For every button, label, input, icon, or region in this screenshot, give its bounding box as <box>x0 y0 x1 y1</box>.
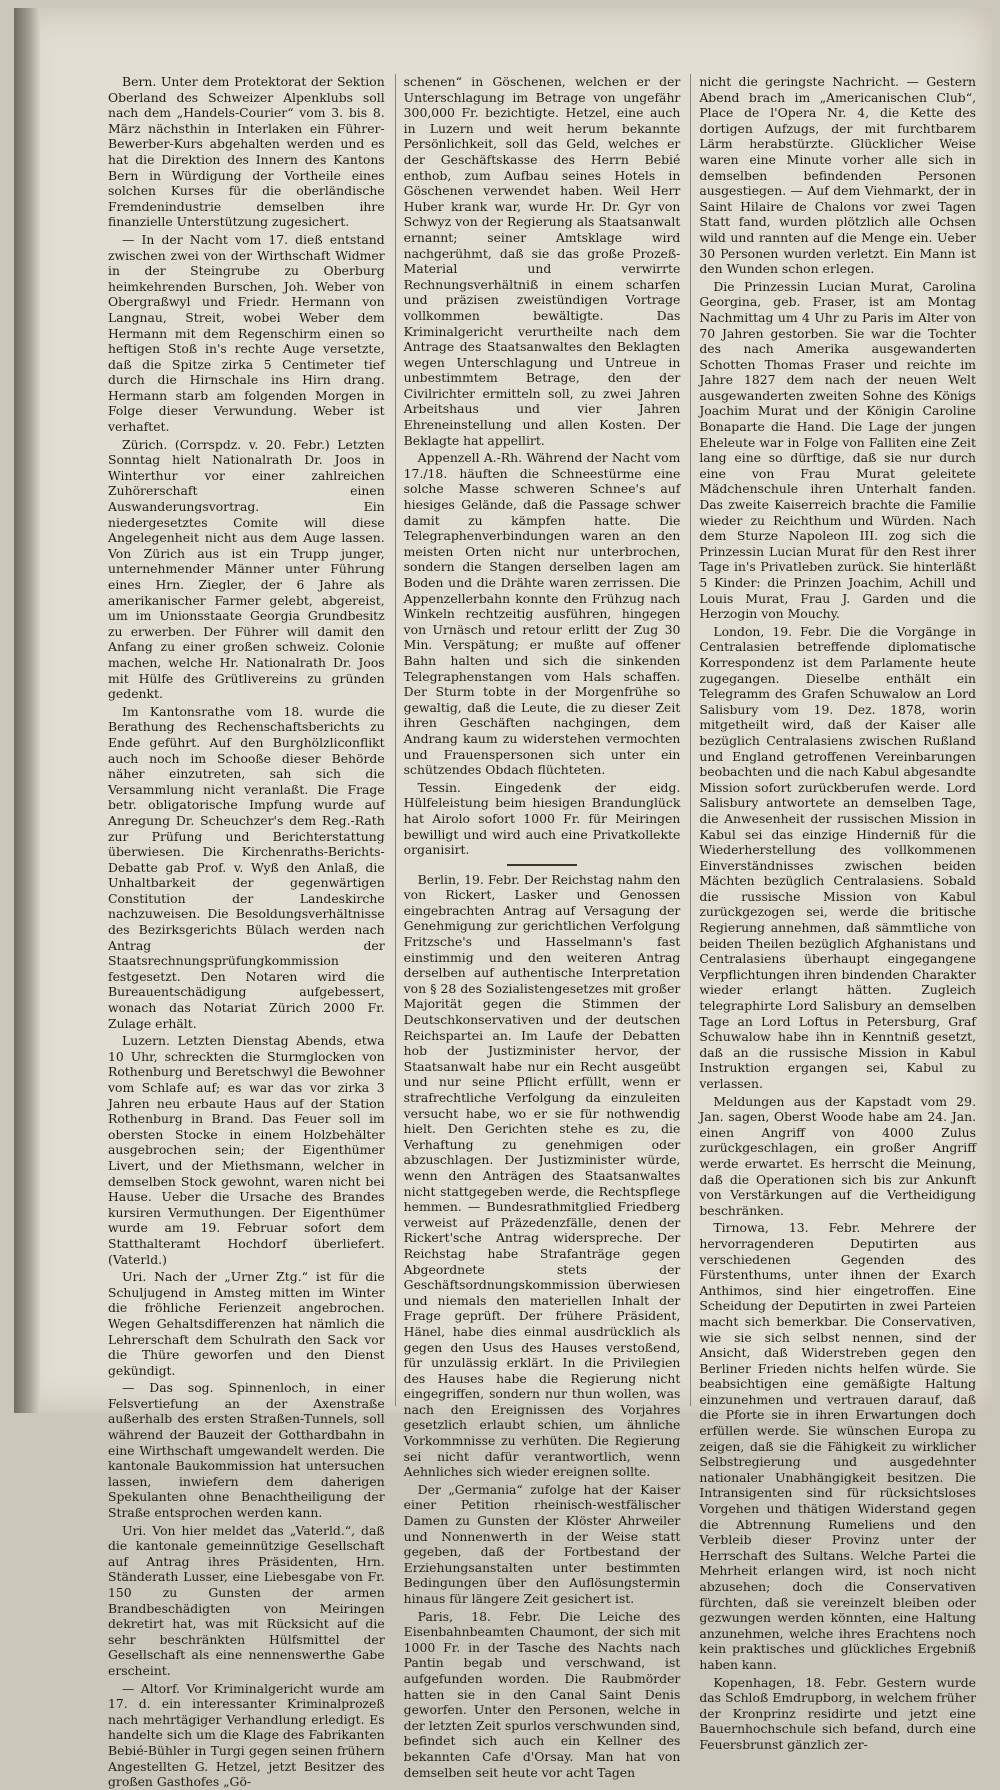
article-paragraph: Paris, 18. Febr. Die Leiche des Eisenbahnbeamten Chaumont, der sich mit 1000 Fr. in der Tasche des Nachts nach Pantin begab und verschwand, ist aufgefunden worden. Die Raubmörder hatten sie in den Canal Saint Denis geworfen. Unter den Personen, welche in der letzten Zeit spurlos verschwunden sind, befindet sich auch ein Kellner des bekannten Cafe d'Orsay. Man hat von demselben seit heute vor acht Tagen <box>403 1608 681 1780</box>
article-paragraph: Uri. Nach der „Urner Ztg.“ ist für die Schuljugend in Amsteg mitten im Winter die fröhliche Ferienzeit angebrochen. Wegen Gehaltsdifferenzen hat nämlich die Lehrerschaft dem Schulrath den Sack vor die Thüre geworfen und den Dienst gekündigt. <box>108 1269 385 1378</box>
article-paragraph: Berlin, 19. Febr. Der Reichstag nahm den von Rickert, Lasker und Genossen eingebrachten Antrag auf Versagung der Genehmigung zur gerichtlichen Verfolgung Fritzsche's und Hasselmann's fast einstimmig und den weiteren Antrag derselben auf authentische Interpretation von § 28 des Sozialistengesetzes mit großer Majorität gegen die Stimmen der Deutschkonservativen und der deutschen Reichspartei an. Im Laufe der Debatten hob der Justizminister hervor, der Staatsanwalt habe nur ein Recht ausgeübt und nur seine Pflicht erfüllt, wenn er strafrechtliche Verfolgung da einzuleiten versucht habe, wo er sie für nothwendig hielt. Den Gerichten stehe es zu, die Verhaftung zu genehmigen oder abzuschlagen. Der Justizminister würde, wenn den Anträgen des Staatsanwaltes nicht stattgegeben werde, die Rechtspflege hemmen. — Bundesrathmitglied Friedberg verweist auf Präzedenzfälle, denen der Rickert'sche Antrag widerspreche. Der Reichstag habe Strafanträge gegen Abgeordnete stets der Geschäftsordnungskommission überwiesen und niemals den materiellen Inhalt der Frage geprüft. Der frühere Präsident, Hänel, habe dies einmal ausdrücklich als gegen den Usus des Hauses verstoßend, für unzulässig erklärt. In die Privilegien des Hauses habe die Regierung nicht eingegriffen, sondern nur thun wollen, was nach den Ereignissen des Vorjahres gesetzlich erlaubt schien, um ähnliche Vorkommnisse zu verhüten. Die Regierung sei nicht dafür verantwortlich, wenn Aehnliches sich wieder ereignen sollte. <box>403 871 681 1480</box>
article-paragraph: — Altorf. Vor Kriminalgericht wurde am 17. d. ein interessanter Kriminalprozeß nach mehrtägiger Verhandlung erledigt. Es handelte sich um die Klage des Fabrikanten Bebié-Bühler in Turgi gegen seinen frühern Angestellten G. Hetzel, jetzt Besitzer des großen Gasthofes „Gö- <box>108 1680 385 1790</box>
article-paragraph: Die Prinzessin Lucian Murat, Carolina Georgina, geb. Fraser, ist am Montag Nachmittag um 4 Uhr zu Paris im Alter von 70 Jahren gestorben. Sie war die Tochter des nach Amerika ausgewanderten Schotten Thomas Fraser und reichte im Jahre 1827 dem nach der neuen Welt ausgewanderten zweiten Sohne des Königs Joachim Murat und der Königin Caroline Bonaparte die Hand. Die Lage der jungen Eheleute war in Folge von Falliten eine Zeit lang eine so dürftige, daß sie nur durch eine von Frau Murat geleitete Mädchenschule ihren Unterhalt fanden. Das zweite Kaiserreich brachte die Familie wieder zu Reichthum und Würden. Nach dem Sturze Napoleon III. zog sich die Prinzessin Lucian Murat für den Rest ihrer Tage in's Privatleben zurück. Sie hinterläßt 5 Kinder: die Prinzen Joachim, Achill und Louis Murat, Frau J. Garden und die Herzogin von Mouchy. <box>699 278 977 622</box>
article-paragraph: London, 19. Febr. Die die Vorgänge in Centralasien betreffende diplomatische Korrespondenz ist dem Parlamente heute zugegangen. Dieselbe enthält ein Telegramm des Grafen Schuwalow an Lord Salisbury vom 19. Dez. 1878, worin mitgetheilt wird, daß der Kaiser alle bezüglich Centralasiens zwischen Rußland und England getroffenen Vereinbarungen beobachten und die nach Kabul abgesandte Mission sofort zurückberufen werde. Lord Salisbury antwortete an demselben Tage, die Anwesenheit der russischen Mission in Kabul sei das einzige Hinderniß für die Wiederherstellung des vollkommenen Einverständnisses zwischen beiden Mächten bezüglich Centralasiens. Sobald die russische Mission von Kabul zurückgezogen sei, werde die britische Regierung annehmen, daß sämmtliche von beiden Theilen bezüglich Afghanistans und Centralasiens überhaupt eingegangene Verpflichtungen ihren bindenden Charakter wieder erlangt hätten. Zugleich telegraphirte Lord Salisbury an demselben Tage an Lord Loftus in Petersburg, Graf Schuwalow habe ihn in Kenntniß gesetzt, daß an die russische Mission in Kabul Instruktion ergangen sei, Kabul zu verlassen. <box>699 623 977 1091</box>
article-paragraph: schenen“ in Göschenen, welchen er der Unterschlagung im Betrage von ungefähr 300,000 Fr. bezichtigte. Hetzel, eine auch in Luzern und weit herum bekannte Persönlichkeit, soll das Geld, welches er der Geschäftskasse des Herrn Bebié enthob, zum Aufbau seines Hotels in Göschenen verwendet haben. Weil Herr Huber krank war, wurde Hr. Dr. Gyr von Schwyz von der Regierung als Staatsanwalt ernannt; seiner Amtsklage wird nachgerühmt, daß sie das große Prozeß-Material und verwirrte Rechnungsverhältniß in einem scharfen und präzisen zweistündigen Vortrage vollkommen bewältigte. Das Kriminalgericht verurtheilte nach dem Antrage des Staatsanwaltes den Beklagten wegen Unterschlagung und Untreue in unbestimmtem Betrage, den der Civilrichter ermitteln soll, zu zwei Jahren Arbeitshaus und vier Jahren Ehreneinstellung und allen Kosten. Der Beklagte hat appellirt. <box>403 74 681 448</box>
article-paragraph: Luzern. Letzten Dienstag Abends, etwa 10 Uhr, schreckten die Sturmglocken von Rothenburg und Beretschwyl die Bewohner vom Schlafe auf; es war das vor zirka 3 Jahren neu erbaute Haus auf der Station Rothenburg in Brand. Das Feuer soll im obersten Stocke in einem Holzbehälter ausgebrochen sein; der Eigenthümer Livert, und der Miethsmann, welcher in demselben Stock gewohnt, waren nicht bei Hause. Ueber die Ursache des Brandes kursiren Vermuthungen. Der Eigenthümer wurde am 19. Februar sofort dem Statthalteramt Hochdorf überliefert. (Vaterld.) <box>108 1033 385 1267</box>
column-1 <box>108 74 385 1790</box>
article-paragraph: Meldungen aus der Kapstadt vom 29. Jan. sagen, Oberst Woode habe am 24. Jan. einen Angriff von 4000 Zulus zurückgeschlagen, ein großer Angriff werde erwartet. Es herrscht die Meinung, daß die Operationen sich bis zur Ankunft von Verstärkungen auf die Vertheidigung beschränken. <box>699 1093 977 1218</box>
article-paragraph: Im Kantonsrathe vom 18. wurde die Berathung des Rechenschaftsberichts zu Ende geführt. Auf den Burghölzliconflikt auch noch im Schooße dieser Behörde näher einzutreten, sah sich die Versammlung nicht veranlaßt. Die Frage betr. obligatorische Impfung wurde auf Anregung Dr. Scheuchzer's dem Reg.-Rath zur Prüfung und Berichterstattung überwiesen. Die Kirchenraths-Berichts-Debatte gab Prof. v. Wyß den Anlaß, die Unhaltbarkeit der gegenwärtigen Constitution der Landeskirche nachzuweisen. Die Besoldungsverhältnisse des Bezirksgerichts Bülach werden nach Antrag der Staatsrechnungsprüfungkommission festgesetzt. Den Notaren wird die Bureauentschädigung aufgebessert, wonach das Notariat Zürich 2000 Fr. Zulage erhält. <box>108 703 385 1031</box>
column-2 <box>395 74 681 1780</box>
page-binding-edge <box>14 8 40 1413</box>
article-paragraph: Kopenhagen, 18. Febr. Gestern wurde das Schloß Emdrupborg, in welchem früher der Kronprinz residirte und jetzt eine Bauernhochschule sich befand, durch eine Feuersbrunst gänzlich zer- <box>699 1674 977 1752</box>
article-paragraph: Bern. Unter dem Protektorat der Sektion Oberland des Schweizer Alpenklubs soll nach dem „Handels-Courier“ vom 3. bis 8. März nächsthin in Interlaken ein Führer-Bewerber-Kurs abgehalten werden und es hat die Direktion des Innern des Kantons Bern in Würdigung der Vortheile eines solchen Kurses für die oberländische Fremdenindustrie demselben ihre finanzielle Unterstützung zugesichert. <box>108 74 385 230</box>
newspaper-page <box>14 8 992 1790</box>
article-paragraph: nicht die geringste Nachricht. — Gestern Abend brach im „Americanischen Club“, Place de l'Opera Nr. 4, die Kette des dortigen Aufzugs, der mit furchtbarem Lärm herabstürzte. Glücklicher Weise waren eine Minute vorher alle sich in demselben befindenden Personen ausgestiegen. — Auf dem Viehmarkt, der in Saint Hilaire de Chalons vor zwei Tagen Statt fand, wurden plötzlich alle Ochsen wild und rannten auf die Menge ein. Ueber 30 Personen wurden verletzt. Ein Mann ist den Wunden schon erlegen. <box>699 74 977 277</box>
article-paragraph: Appenzell A.-Rh. Während der Nacht vom 17./18. häuften die Schneestürme eine solche Masse schweren Schnee's auf hiesiges Gelände, daß die Passage schwer damit zu kämpfen hatte. Die Telegraphenverbindungen waren an den meisten Orten nicht nur unterbrochen, sondern die Stangen derselben lagen am Boden und die Drähte waren zerrissen. Die Appenzellerbahn konnte den Frühzug nach Winkeln rechtzeitig ausführen, hingegen von Urnäsch und retour erlitt der Zug 30 Min. Verspätung; er mußte auf offener Bahn halten und sich die sinkenden Telegraphenstangen vom Hals schaffen. Der Sturm tobte in der Morgenfrühe so gewaltig, daß die Leute, die zu dieser Zeit ihren Geschäften nachgingen, dem Andrang kaum zu widerstehen vermochten und Frauenspersonen sich unter ein schützendes Obdach flüchteten. <box>403 450 681 778</box>
article-paragraph: — Das sog. Spinnenloch, in einer Felsvertiefung an der Axenstraße außerhalb des ersten Straßen-Tunnels, soll während der Bauzeit der Gotthardbahn in eine Wirthschaft umgewandelt werden. Die kantonale Baukommission hat untersuchen lassen, inwiefern dem daherigen Spekulanten ohne Benachtheiligung der Straße entsprochen werden kann. <box>108 1380 385 1521</box>
article-paragraph: Zürich. (Corrspdz. v. 20. Febr.) Letzten Sonntag hielt Nationalrath Dr. Joos in Winterthur vor einer zahlreichen Zuhörerschaft einen Auswanderungsvortrag. Ein niedergesetztes Comite will diese Angelegenheit nicht aus dem Auge lassen. Von Zürich aus ist ein Trupp junger, unternehmender Männer unter Führung eines Hrn. Ziegler, der 6 Jahre als amerikanischer Farmer gelebt, abgereist, um im Unionsstaate Georgia Grundbesitz zu erwerben. Der Führer will damit den Anfang zu einer großen schweiz. Colonie machen, welche Hr. Nationalrath Dr. Joos mit Hülfe des Grütlivereins zu gründen gedenkt. <box>108 436 385 702</box>
section-divider <box>507 864 577 866</box>
article-paragraph: — In der Nacht vom 17. dieß entstand zwischen zwei von der Wirthschaft Widmer in der Steingrube zu Oberburg heimkehrenden Burschen, Joh. Weber von Obergraßwyl und Friedr. Hermann von Langnau, Streit, wobei Weber dem Hermann mit dem Regenschirm einen so heftigen Stoß in's rechte Auge versetzte, daß die Spitze zirka 5 Centimeter tief durch die Hirnschale ins Hirn drang. Hermann starb am folgenden Morgen in Folge dieser Verwundung. Weber ist verhaftet. <box>108 231 385 435</box>
article-paragraph: Der „Germania“ zufolge hat der Kaiser einer Petition rheinisch-westfälischer Damen zu Gunsten der Klöster Ahrweiler und Nonnenwerth in der Weise statt gegeben, daß der Fortbestand der Erziehungsanstalten unter bestimmten Bedingungen über den Auflösungstermin hinaus für längere Zeit gesichert ist. <box>403 1481 681 1606</box>
column-3 <box>690 74 977 1752</box>
article-columns <box>108 74 977 1790</box>
article-paragraph: Uri. Von hier meldet das „Vaterld.“, daß die kantonale gemeinnützige Gesellschaft auf Antrag ihres Präsidenten, Hrn. Ständerath Lusser, eine Liebesgabe von Fr. 150 zu Gunsten der armen Brandbeschädigten von Meiringen dekretirt hat, was mit Rücksicht auf die sehr beschränkten Hülfsmittel der Gesellschaft als eine nennenswerthe Gabe erscheint. <box>108 1522 385 1678</box>
article-paragraph: Tessin. Eingedenk der eidg. Hülfeleistung beim hiesigen Brandunglück hat Airolo sofort 1000 Fr. für Meiringen bewilligt und wird auch eine Privatkollekte organisirt. <box>403 779 681 858</box>
article-paragraph: Tirnowa, 13. Febr. Mehrere der hervorragenderen Deputirten aus verschiedenen Gegenden des Fürstenthums, unter ihnen der Exarch Anthimos, sind hier eingetroffen. Eine Scheidung der Deputirten in zwei Parteien macht sich bemerkbar. Die Conservativen, wie sie sich selbst nennen, sind der Ansicht, daß Widerstreben gegen den Berliner Frieden nichts helfen würde. Sie beabsichtigen eine gemäßigte Haltung einzunehmen und vertrauen darauf, daß die Pforte sie in ihren Erwartungen doch erfüllen werde. Sie wünschen Europa zu zeigen, daß sie die Fähigkeit zu wirklicher Selbstregierung und ausgedehnter nationaler Unabhängigkeit besitzen. Die Intransigenten sind für rücksichtsloses Vorgehen und thätigen Widerstand gegen die Abtrennung Rumeliens und den Verbleib dieser Provinz unter der Herrschaft des Sultans. Welche Partei die Mehrheit erlangen wird, ist noch nicht abzusehen; doch die Conservativen fürchten, daß sie vereinzelt bleiben oder gezwungen werden könnten, eine Haltung anzunehmen, welche ihres Erachtens noch kein praktisches und glückliches Ergebniß haben kann. <box>699 1220 977 1672</box>
